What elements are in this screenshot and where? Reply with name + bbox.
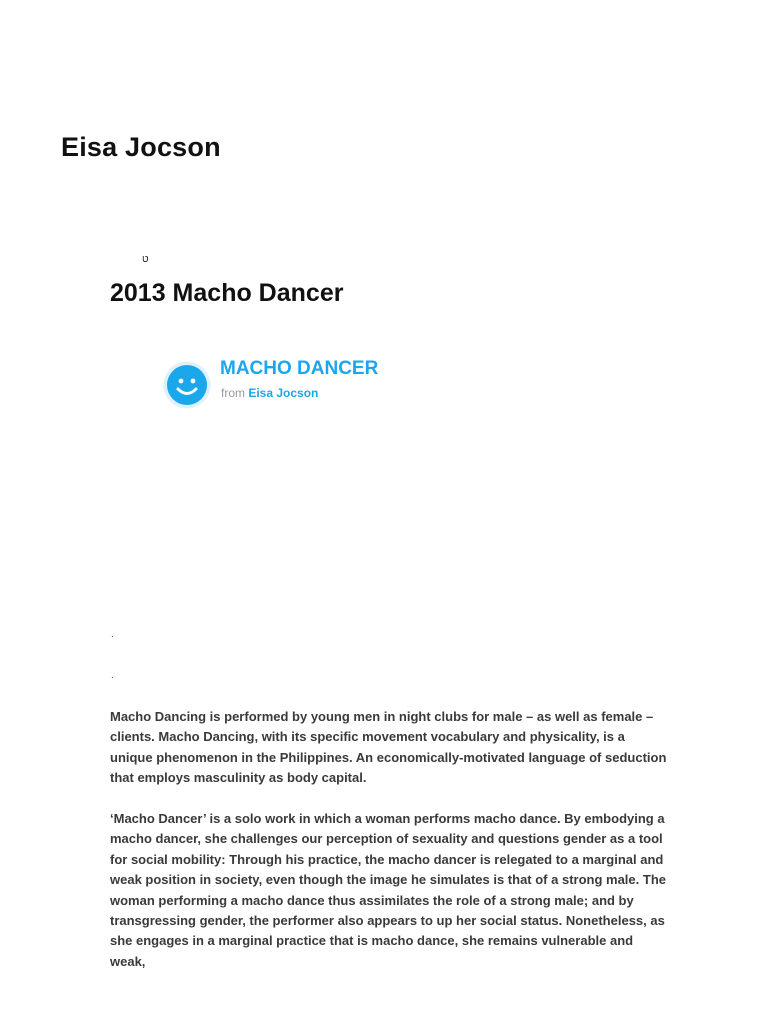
spacer-dot: . [111, 670, 114, 681]
author-link[interactable]: Eisa Jocson [248, 386, 319, 400]
from-label: from [221, 386, 245, 400]
description-paragraph: Macho Dancing is performed by young men in night clubs for male – as well as female – clients. Macho Dancing, with its specific movement vocabulary and physicality, is a unique phenomenon in the Philippines. An economically-motivated language of seduction that employs masculinity as body capital. [110, 709, 667, 786]
video-embed[interactable] [162, 356, 582, 420]
video-title-link[interactable]: MACHO DANCER [220, 358, 379, 379]
description-paragraph: ‘Macho Dancer’ is a solo work in which a woman performs macho dance. By embodying a macho dancer, she challenges our perception of sexuality and questions gender as a tool for social mobility: Through his practice, the macho dancer is relegated to a marginal and weak position in society, even though the image he simulates is that of a strong male. The woman performing a macho dance thus assimilates the role of a strong male; and by transgressing gender, the performer also appears to up her social status. Nonetheless, as she engages in a marginal practice that is macho dance, she remains vulnerable and weak, [110, 811, 666, 969]
spacer-dot: . [111, 629, 114, 640]
video-byline [221, 386, 318, 401]
page-title: 2013 Macho Dancer [110, 279, 344, 307]
decorative-glyph: ט [142, 254, 149, 265]
site-title[interactable]: Eisa Jocson [61, 132, 221, 162]
smiley-face-icon[interactable] [162, 360, 212, 410]
